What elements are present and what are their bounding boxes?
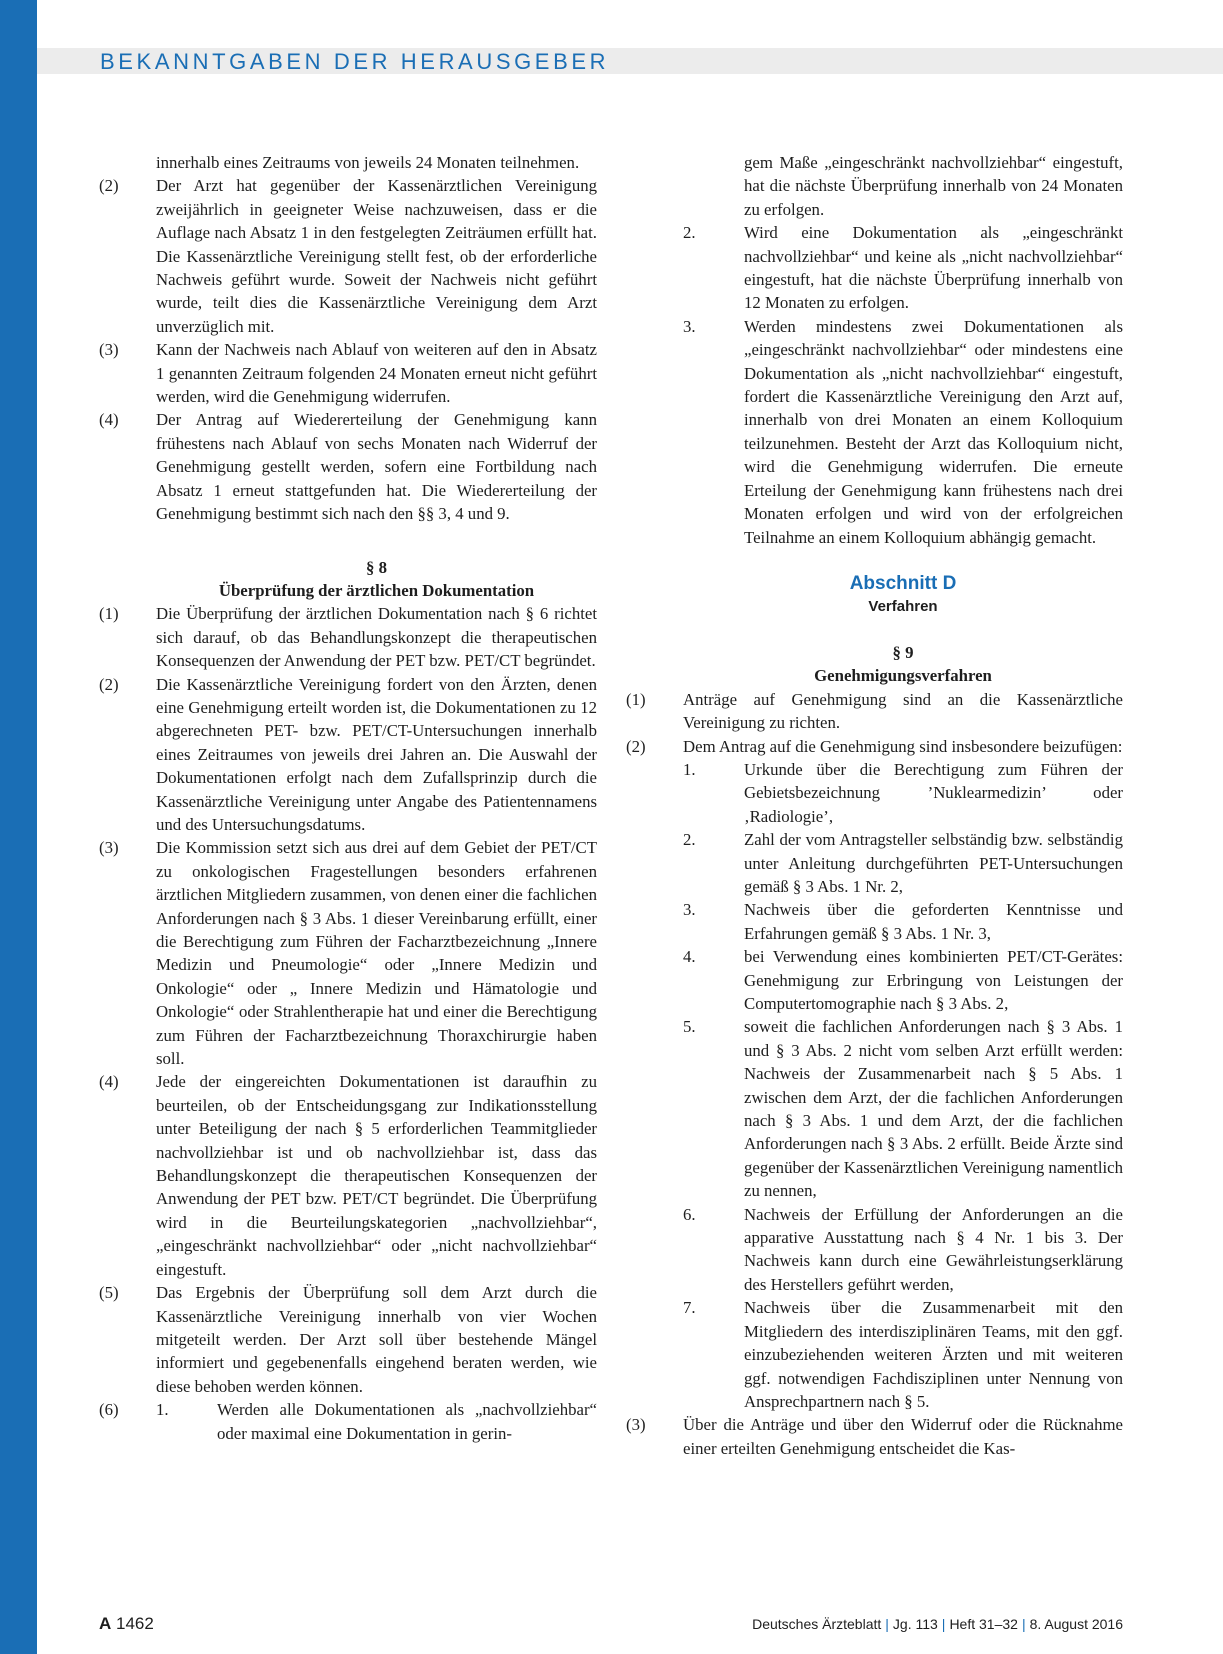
- sub-item-text: Wird eine Dokumentation als „eingeschränkt nachvollziehbar“ und keine als „nicht nachvollziehbar“ eingestuft, hat die nächste Überprüfung innerhalb von 12 Monaten zu erfolgen.: [744, 223, 1123, 313]
- list-item: [626, 735, 1123, 758]
- sub-item: [683, 315, 1123, 549]
- item-number: (4): [99, 410, 119, 430]
- paragraph-number: § 9: [892, 642, 914, 662]
- item-text: Anträge auf Genehmigung sind an die Kassenärztliche Vereinigung zu richten.: [683, 689, 1123, 733]
- sub-item: [683, 945, 1123, 1015]
- sub-item-text: Nachweis über die geforderten Kenntnisse und Erfahrungen gemäß § 3 Abs. 1 Nr. 3,: [744, 900, 1123, 943]
- list-item: [99, 338, 597, 408]
- item-number: (3): [99, 340, 119, 360]
- item-text: Die Überprüfung der ärztlichen Dokumentation nach § 6 richtet sich darauf, ob das Behandlungskonzept die therapeutischen Konsequenzen der Anwendung der PET bzw. PET/CT begründet.: [156, 604, 597, 671]
- section-title: Abschnitt D: [849, 572, 957, 594]
- list-item: [99, 1398, 597, 1445]
- list-item: [99, 174, 597, 338]
- sub-item-number: 4.: [683, 947, 696, 967]
- list-item: [99, 1281, 597, 1398]
- sub-item-text: Nachweis der Erfüllung der Anforderungen an die apparative Ausstattung nach § 4 Nr. 1 bis 3. Der Nachweis kann durch eine Gewährleistungserklärung des Herstellers geführt werden,: [744, 1204, 1123, 1294]
- list-item: [99, 836, 597, 1070]
- sub-item-text: soweit die fachlichen Anforderungen nach § 3 Abs. 1 und § 3 Abs. 2 nicht vom selben Arzt erfüllt werden: Nachweis der Zusammenarbeit nach § 5 Abs. 1 zwischen dem Arzt, der die fachlichen Anforderungen nach § 3 Abs. 1 und dem Arzt, der die fachlichen Anforderungen nach § 3 Abs. 2 erfüllt. Beide Ärzte sind gegenüber der Kassenärztlichen Vereinigung namentlich zu nennen,: [744, 1017, 1123, 1201]
- continued-paragraph: gem Maße „eingeschränkt nachvollziehbar“ eingestuft, hat die nächste Überprüfung innerhalb von 24 Monaten zu erfolgen.: [744, 153, 1123, 219]
- journal-date: 8. August 2016: [1029, 1616, 1123, 1632]
- item-text: Dem Antrag auf die Genehmigung sind insbesondere beizufügen:: [683, 736, 1123, 756]
- list-item: [99, 602, 597, 672]
- list-item: [99, 673, 597, 837]
- sub-item-text: Werden mindestens zwei Dokumentationen als „eingeschränkt nachvollziehbar“ oder mindestens eine Dokumentation als „nicht nachvollziehbar“ eingestuft, fordert die Kassenärztliche Vereinigung den Arzt auf, innerhalb von drei Monaten an einem Kolloquium teilzunehmen. Besteht der Arzt das Kolloquium nicht, wird die Genehmigung widerrufen. Die erneute Erteilung der Genehmigung kann frühestens nach drei Monaten erfolgen und wird von der erfolgreichen Teilnahme an einem Kolloquium abhängig gemacht.: [744, 316, 1123, 547]
- section-header-title: BEKANNTGABEN DER HERAUSGEBER: [100, 49, 610, 74]
- sub-item: [683, 898, 1123, 945]
- page-prefix: A: [99, 1614, 112, 1633]
- sub-item: [683, 758, 1123, 828]
- item-number: (1): [626, 689, 646, 709]
- item-text: Jede der eingereichten Dokumentationen ist daraufhin zu beurteilen, ob der Entscheidungsgang zur Indikationsstellung unter Beteiligung der nach § 5 erforderlichen Teammitglieder nachvollziehbar ist und ob nachvollziehbar ist, dass das Behandlungskonzept die therapeutischen Konsequenzen der Anwendung der PET bzw. PET/CT begründet. Die Überprüfung wird in die Beurteilungskategorien „nachvollziehbar“, „eingeschränkt nachvollziehbar“ oder „nicht nachvollziehbar“ eingestuft.: [156, 1072, 597, 1279]
- list-item: [99, 408, 597, 525]
- sub-item: [683, 1296, 1123, 1413]
- item-number: (1): [99, 604, 119, 624]
- list-item: [626, 1413, 1123, 1460]
- item-number: (3): [99, 838, 119, 858]
- sub-item-text: Nachweis über die Zusammenarbeit mit den Mitgliedern des interdisziplinären Teams, mit den ggf. einzubeziehenden weiteren Ärzten und mit weiteren ggf. notwendigen Fachdisziplinen unter Nennung von Ansprechpartnern nach § 5.: [744, 1298, 1123, 1411]
- item-number: (2): [626, 736, 646, 756]
- paragraph-number: § 8: [366, 557, 387, 577]
- item-text: Der Antrag auf Wiedererteilung der Genehmigung kann frühestens nach Ablauf von sechs Monaten nach Widerruf der Genehmigung gestellt werden, sofern eine Fortbildung nach Absatz 1 erneut stattgefunden hat. Die Wiedererteilung der Genehmigung bestimmt sich nach den §§ 3, 4 und 9.: [156, 410, 597, 524]
- list-item: [99, 1070, 597, 1281]
- sub-item: [683, 1203, 1123, 1297]
- item-text: Der Arzt hat gegenüber der Kassenärztlichen Vereinigung zweijährlich in geeigneter Weise nachzuweisen, dass er die Auflage nach Absatz 1 in den festgelegten Zeiträumen erfüllt hat. Die Kassenärztliche Vereinigung stellt fest, ob der erforderliche Nachweis geführt wurde. Soweit der Nachweis nicht geführt wurde, teilt dies die Kassenärztliche Vereinigung dem Arzt unverzüglich mit.: [156, 176, 597, 336]
- item-number: (2): [99, 674, 119, 694]
- sub-item-text: Zahl der vom Antragsteller selbständig bzw. selbständig unter Anleitung durchgeführten PET-Untersuchungen gemäß § 3 Abs. 1 Nr. 2,: [744, 830, 1123, 896]
- item-number: (3): [626, 1415, 646, 1435]
- journal-name: Deutsches Ärzteblatt: [752, 1616, 882, 1632]
- left-column: [99, 151, 597, 1445]
- journal-issue: Heft 31–32: [949, 1616, 1018, 1632]
- sub-item: [683, 1015, 1123, 1202]
- sub-item: [156, 1398, 597, 1445]
- sub-item: [683, 828, 1123, 898]
- item-text: Die Kommission setzt sich aus drei auf dem Gebiet der PET/CT zu onkologischen Fragestellungen besonders erfahrenen ärztlichen Mitgliedern zusammen, von denen einer die fachlichen Anforderungen nach § 3 Abs. 1 dieser Vereinbarung erfüllt, einer die Berechtigung zum Führen der Facharztbezeichnung „Innere Medizin und Pneumologie“ oder „Innere Medizin und Onkologie“ oder „ Innere Medizin und Hämatologie und Onkologie“ oder Strahlentherapie hat und einer die Berechtigung zum Führen der Facharztbezeichnung Thoraxchirurgie haben soll.: [156, 838, 597, 1069]
- item-number: (6): [99, 1400, 119, 1420]
- item-number: (2): [99, 176, 119, 196]
- list-item: [626, 688, 1123, 735]
- page-number-value: 1462: [116, 1614, 154, 1633]
- continued-paragraph: innerhalb eines Zeitraums von jeweils 24 Monaten teilnehmen.: [156, 153, 580, 172]
- page-number: [99, 1614, 154, 1634]
- sub-item-number: 6.: [683, 1204, 696, 1224]
- sub-item-number: 7.: [683, 1298, 696, 1318]
- item-text: Das Ergebnis der Überprüfung soll dem Arzt durch die Kassenärztliche Vereinigung innerhalb von vier Wochen mitgeteilt werden. Der Arzt soll über bestehende Mängel informiert und gegebenenfalls eingehend beraten werden, wie diese behoben werden können.: [156, 1283, 597, 1396]
- paragraph-title: Überprüfung der ärztlichen Dokumentation: [218, 580, 535, 600]
- right-column: [626, 151, 1123, 1460]
- sub-item-number: 1.: [156, 1400, 169, 1420]
- item-number: (5): [99, 1283, 119, 1303]
- sub-item-text: Urkunde über die Berechtigung zum Führen der Gebietsbezeichnung ’Nuklearmedizin’ oder ‚Radiologie’,: [744, 759, 1123, 826]
- sub-item-text: Werden alle Dokumentationen als „nachvollziehbar“ oder maximal eine Dokumentation in gerin-: [217, 1400, 597, 1443]
- item-text: Über die Anträge und über den Widerruf oder die Rücknahme einer erteilten Genehmigung entscheidet die Kas-: [683, 1415, 1123, 1458]
- sub-item-number: 2.: [683, 830, 696, 850]
- sub-item-number: 1.: [683, 759, 696, 779]
- sidebar-accent-bar: [0, 0, 37, 1654]
- item-text: Kann der Nachweis nach Ablauf von weiteren auf den in Absatz 1 genannten Zeitraum folgenden 24 Monaten erneut nicht geführt werden, wird die Genehmigung widerrufen.: [156, 340, 597, 407]
- sub-item-number: 3.: [683, 900, 696, 920]
- journal-citation: Deutsches Ärzteblatt | Jg. 113 | Heft 31–32 | 8. August 2016: [752, 1616, 1123, 1632]
- item-text: Die Kassenärztliche Vereinigung fordert von den Ärzten, denen eine Genehmigung erteilt worden ist, die Dokumentationen zu 12 abgerechneten PET- bzw. PET/CT-Untersuchungen innerhalb eines Zeitraumes von jeweils drei Jahren an. Die Auswahl der Dokumentationen erfolgt nach dem Zufallsprinzip durch die Kassenärztliche Vereinigung unter Angabe des Patientennamens und des Untersuchungsdatums.: [156, 674, 597, 834]
- section-subtitle: Verfahren: [868, 597, 938, 615]
- sub-item-number: 2.: [683, 223, 696, 243]
- item-number: (4): [99, 1072, 119, 1092]
- paragraph-title: Genehmigungsverfahren: [814, 666, 992, 686]
- sub-item-text: bei Verwendung eines kombinierten PET/CT-Gerätes: Genehmigung zur Erbringung von Leistungen der Computertomographie nach § 3 Abs. 2,: [744, 947, 1123, 1013]
- sub-item: [683, 221, 1123, 315]
- journal-volume: Jg. 113: [892, 1616, 938, 1632]
- sub-item-number: 3.: [683, 316, 696, 336]
- sub-item-number: 5.: [683, 1017, 696, 1037]
